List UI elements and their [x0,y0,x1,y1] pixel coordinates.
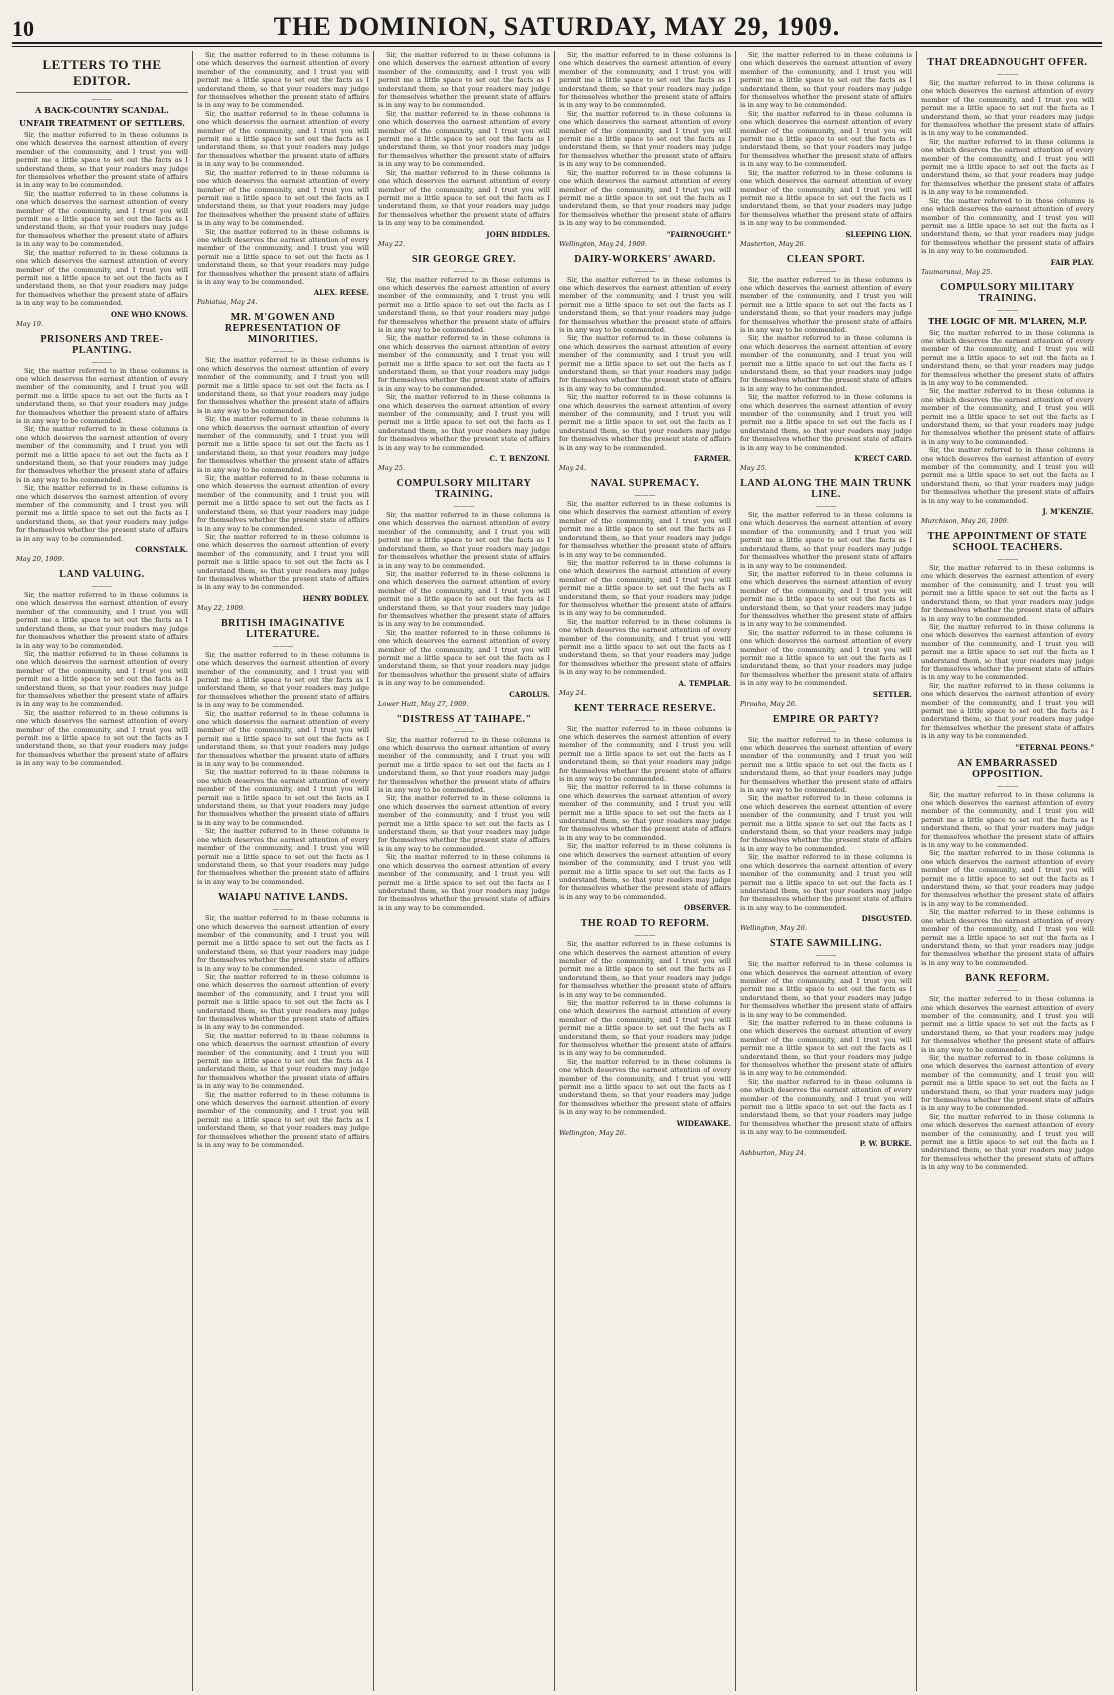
letter-body: Sir, the matter referred to in these columns is one which deserves the earnest attention of every member of the community, and I trust you will permit me a little space to set out the facts as I understand them, so that your readers may judge for themselves whether the present state of affairs is in any way to be commended. [16,425,188,484]
letter-signature: WIDEAWAKE. [676,1118,731,1128]
letter-signature: A. TEMPLAR. [678,678,731,688]
letter-body: Sir, the matter referred to in these columns is one which deserves the earnest attention of every member of the community, and I trust you will permit me a little space to set out the facts as I understand them, so that your readers may judge for themselves whether the present state of affairs is in any way to be commended. [559,617,731,677]
letter-heading: NAVAL SUPREMACY. [590,478,700,490]
letter-body: Sir, the matter referred to in these columns is one which deserves the earnest attention of every member of the community, and I trust you will permit me a little space to set out the facts as I understand them, so that your readers may judge for themselves whether the present state of affairs is in any way to be commended. [16,484,188,543]
letter-body: Sir, the matter referred to in these columns is one which deserves the earnest attention of every member of the community, and I trust you will permit me a little space to set out the facts as I understand them, so that your readers may judge for themselves whether the present state of affairs is in any way to be commended. [378,51,550,110]
letter-heading: AN EMBARRASSED OPPOSITION. [957,757,1058,780]
letter-signature: OBSERVER. [684,903,731,913]
letter-signature: FARMER. [693,454,731,464]
letter-heading: PRISONERS AND TREE-PLANTING. [40,333,164,356]
letter-place-date: Wellington, May 24, 1909. [559,239,647,248]
letter-body: Sir, the matter referred to in these columns is one which deserves the earnest attention of every member of the community, and I trust you will permit me a little space to set out the facts as I understand them, so that your readers may judge for themselves whether the present state of affairs is in any way to be commended. [921,446,1094,505]
letter-signature: SLEEPING LION. [845,229,912,239]
letter-body: Sir, the matter referred to in these columns is one which deserves the earnest attention of every member of the community, and I trust you will permit me a little space to set out the facts as I understand them, so that your readers may judge for themselves whether the present state of affairs is in any way to be commended. [197,709,369,769]
letter-body: Sir, the matter referred to in these columns is one which deserves the earnest attention of every member of the community, and I trust you will permit me a little space to set out the facts as I understand them, so that your readers may judge for themselves whether the present state of affairs is in any way to be commended. [378,569,550,629]
column-5 [736,51,917,1691]
letter-body: Sir, the matter referred to in these columns is one which deserves the earnest attention of every member of the community, and I trust you will permit me a little space to set out the facts as I understand them, so that your readers may judge for themselves whether the present state of affairs is in any way to be commended. [559,51,731,110]
letter-body: Sir, the matter referred to in these columns is one which deserves the earnest attention of every member of the community, and I trust you will permit me a little space to set out the facts as I understand them, so that your readers may judge for themselves whether the present state of affairs is in any way to be commended. [197,415,369,474]
divider: ——— [453,726,475,735]
letter-signature: "ETERNAL PEONS." [1015,742,1094,752]
letter-body: Sir, the matter referred to in these columns is one which deserves the earnest attention of every member of the community, and I trust you will permit me a little space to set out the facts as I understand them, so that your readers may judge for themselves whether the present state of affairs is in any way to be commended. [378,735,550,795]
letter-body: Sir, the matter referred to in these columns is one which deserves the earnest attention of every member of the community, and I trust you will permit me a little space to set out the facts as I understand them, so that your readers may judge for themselves whether the present state of affairs is in any way to be commended. [197,532,369,592]
letter-body: Sir, the matter referred to in these columns is one which deserves the earnest attention of every member of the community, and I trust you will permit me a little space to set out the facts as I understand them, so that your readers may judge for themselves whether the present state of affairs is in any way to be commended. [740,794,912,853]
letter-body: Sir, the matter referred to in these columns is one which deserves the earnest attention of every member of the community, and I trust you will permit me a little space to set out the facts as I understand them, so that your readers may judge for themselves whether the present state of affairs is in any way to be commended. [197,768,369,827]
letter-body: Sir, the matter referred to in these columns is one which deserves the earnest attention of every member of the community, and I trust you will permit me a little space to set out the facts as I understand them, so that your readers may judge for themselves whether the present state of affairs is in any way to be commended. [740,735,912,795]
letter-body: Sir, the matter referred to in these columns is one which deserves the earnest attention of every member of the community, and I trust you will permit me a little space to set out the facts as I understand them, so that your readers may judge for themselves whether the present state of affairs is in any way to be commended. [740,853,912,912]
letter-body: Sir, the matter referred to in these columns is one which deserves the earnest attention of every member of the community, and I trust you will permit me a little space to set out the facts as I understand them, so that your readers may judge for themselves whether the present state of affairs is in any way to be commended. [197,168,369,228]
letter-body: Sir, the matter referred to in these columns is one which deserves the earnest attention of every member of the community, and I trust you will permit me a little space to set out the facts as I understand them, so that your readers may judge for themselves whether the present state of affairs is in any way to be commended. [740,393,912,452]
letter-body: Sir, the matter referred to in these columns is one which deserves the earnest attention of every member of the community, and I trust you will permit me a little space to set out the facts as I understand them, so that your readers may judge for themselves whether the present state of affairs is in any way to be commended. [921,79,1094,138]
divider: ——— [997,555,1018,564]
divider: ——— [634,266,656,275]
letter-subheading: THE LOGIC OF MR. M'LAREN, M.P. [928,315,1087,326]
letter-body: Sir, the matter referred to in these columns is one which deserves the earnest attention of every member of the community, and I trust you will permit me a little space to set out the facts as I understand them, so that your readers may judge for themselves whether the present state of affairs is in any way to be commended. [16,131,188,190]
letter-signature: JOHN BIDDLES. [486,229,550,239]
letter-signature: K'RECT CARD. [854,454,912,464]
column-6 [917,51,1098,1691]
letter-place-date: May 20, 1909. [16,555,64,564]
letter-body: Sir, the matter referred to in these columns is one which deserves the earnest attention of every member of the community, and I trust you will permit me a little space to set out the facts as I understand them, so that your readers may judge for themselves whether the present state of affairs is in any way to be commended. [559,558,731,618]
letter-body: Sir, the matter referred to in these columns is one which deserves the earnest attention of every member of the community, and I trust you will permit me a little space to set out the facts as I understand them, so that your readers may judge for themselves whether the present state of affairs is in any way to be commended. [197,1090,369,1150]
letter-signature: ALEX. REESE. [313,288,369,298]
letter-place-date: Wellington, May 26. [740,924,807,933]
letter-body: Sir, the matter referred to in these columns is one which deserves the earnest attention of every member of the community, and I trust you will permit me a little space to set out the facts as I understand them, so that your readers may judge for themselves whether the present state of affairs is in any way to be commended. [559,109,731,169]
letter-body: Sir, the matter referred to in these columns is one which deserves the earnest attention of every member of the community, and I trust you will permit me a little space to set out the facts as I understand them, so that your readers may judge for themselves whether the present state of affairs is in any way to be commended. [921,681,1094,741]
letter-place-date: May 24. [559,688,586,697]
letter-body: Sir, the matter referred to in these columns is one which deserves the earnest attention of every member of the community, and I trust you will permit me a little space to set out the facts as I understand them, so that your readers may judge for themselves whether the present state of affairs is in any way to be commended. [197,827,369,886]
letter-body: Sir, the matter referred to in these columns is one which deserves the earnest attention of every member of the community, and I trust you will permit me a little space to set out the facts as I understand them, so that your readers may judge for themselves whether the present state of affairs is in any way to be commended. [740,51,912,110]
letter-body: Sir, the matter referred to in these columns is one which deserves the earnest attention of every member of the community, and I trust you will permit me a little space to set out the facts as I understand them, so that your readers may judge for themselves whether the present state of affairs is in any way to be commended. [921,1112,1094,1172]
divider: ——— [997,986,1018,995]
letter-heading: CLEAN SPORT. [786,253,866,265]
letter-signature: FAIR PLAY. [1050,257,1094,267]
letter-body: Sir, the matter referred to in these columns is one which deserves the earnest attention of every member of the community, and I trust you will permit me a little space to set out the facts as I understand them, so that your readers may judge for themselves whether the present state of affairs is in any way to be commended. [559,724,731,784]
letter-body: Sir, the matter referred to in these columns is one which deserves the earnest attention of every member of the community, and I trust you will permit me a little space to set out the facts as I understand them, so that your readers may judge for themselves whether the present state of affairs is in any way to be commended. [921,849,1094,908]
divider: ——— [91,357,113,366]
letter-heading: BRITISH IMAGINATIVE LITERATURE. [220,617,346,640]
divider: ——— [272,347,294,356]
letter-heading: KENT TERRACE RESERVE. [574,702,716,714]
letter-place-date: May 24. [559,464,586,473]
letter-body: Sir, the matter referred to in these columns is one which deserves the earnest attention of every member of the community, and I trust you will permit me a little space to set out the facts as I understand them, so that your readers may judge for themselves whether the present state of affairs is in any way to be commended. [559,500,731,559]
letter-subheading: UNFAIR TREATMENT OF SETTLERS. [19,118,185,128]
letter-place-date: Pahiatua, May 24. [197,298,258,307]
letter-body: Sir, the matter referred to in these columns is one which deserves the earnest attention of every member of the community, and I trust you will permit me a little space to set out the facts as I understand them, so that your readers may judge for themselves whether the present state of affairs is in any way to be commended. [740,334,912,393]
letter-heading: SIR GEORGE GREY. [411,253,517,265]
letter-body: Sir, the matter referred to in these columns is one which deserves the earnest attention of every member of the community, and I trust you will permit me a little space to set out the facts as I understand them, so that your readers may judge for themselves whether the present state of affairs is in any way to be commended. [378,393,550,452]
letter-body: Sir, the matter referred to in these columns is one which deserves the earnest attention of every member of the community, and I trust you will permit me a little space to set out the facts as I understand them, so that your readers may judge for themselves whether the present state of affairs is in any way to be commended. [378,109,550,169]
letter-body: Sir, the matter referred to in these columns is one which deserves the earnest attention of every member of the community, and I trust you will permit me a little space to set out the facts as I understand them, so that your readers may judge for themselves whether the present state of affairs is in any way to be commended. [740,628,912,688]
letter-signature: "FAIRNOUGHT." [666,229,731,239]
letter-body: Sir, the matter referred to in these columns is one which deserves the earnest attention of every member of the community, and I trust you will permit me a little space to set out the facts as I understand them, so that your readers may judge for themselves whether the present state of affairs is in any way to be commended. [197,227,369,286]
letter-place-date: Wellington, May 26. [559,1128,626,1137]
letter-signature: P. W. BURKE. [859,1138,912,1148]
letter-body: Sir, the matter referred to in these columns is one which deserves the earnest attention of every member of the community, and I trust you will permit me a little space to set out the facts as I understand them, so that your readers may judge for themselves whether the present state of affairs is in any way to be commended. [921,790,1094,850]
letter-body: Sir, the matter referred to in these columns is one which deserves the earnest attention of every member of the community, and I trust you will permit me a little space to set out the facts as I understand them, so that your readers may judge for themselves whether the present state of affairs is in any way to be commended. [197,474,369,533]
letter-place-date: May 25. [378,464,405,473]
letter-body: Sir, the matter referred to in these columns is one which deserves the earnest attention of every member of the community, and I trust you will permit me a little space to set out the facts as I understand them, so that your readers may judge for themselves whether the present state of affairs is in any way to be commended. [921,1053,1094,1113]
letter-body: Sir, the matter referred to in these columns is one which deserves the earnest attention of every member of the community, and I trust you will permit me a little space to set out the facts as I understand them, so that your readers may judge for themselves whether the present state of affairs is in any way to be commended. [378,334,550,393]
divider: ——— [91,95,113,103]
letter-heading: DAIRY-WORKERS' AWARD. [574,253,716,265]
letter-body: Sir, the matter referred to in these columns is one which deserves the earnest attention of every member of the community, and I trust you will permit me a little space to set out the facts as I understand them, so that your readers may judge for themselves whether the present state of affairs is in any way to be commended. [378,275,550,334]
letter-body: Sir, the matter referred to in these columns is one which deserves the earnest attention of every member of the community, and I trust you will permit me a little space to set out the facts as I understand them, so that your readers may judge for themselves whether the present state of affairs is in any way to be commended. [740,168,912,228]
letter-body: Sir, the matter referred to in these columns is one which deserves the earnest attention of every member of the community, and I trust you will permit me a little space to set out the facts as I understand them, so that your readers may judge for themselves whether the present state of affairs is in any way to be commended. [559,168,731,228]
letter-body: Sir, the matter referred to in these columns is one which deserves the earnest attention of every member of the community, and I trust you will permit me a little space to set out the facts as I understand them, so that your readers may judge for themselves whether the present state of affairs is in any way to be commended. [921,137,1094,197]
letter-body: Sir, the matter referred to in these columns is one which deserves the earnest attention of every member of the community, and I trust you will permit me a little space to set out the facts as I understand them, so that your readers may judge for themselves whether the present state of affairs is in any way to be commended. [921,995,1094,1054]
columns [12,51,1102,1691]
letter-body: Sir, the matter referred to in these columns is one which deserves the earnest attention of every member of the community, and I trust you will permit me a little space to set out the facts as I understand them, so that your readers may judge for themselves whether the present state of affairs is in any way to be commended. [16,649,188,709]
letter-body: Sir, the matter referred to in these columns is one which deserves the earnest attention of every member of the community, and I trust you will permit me a little space to set out the facts as I understand them, so that your readers may judge for themselves whether the present state of affairs is in any way to be commended. [378,628,550,688]
page-number: 10 [12,16,34,41]
letter-heading: STATE SAWMILLING. [769,938,883,950]
letter-body: Sir, the matter referred to in these columns is one which deserves the earnest attention of every member of the community, and I trust you will permit me a little space to set out the facts as I understand them, so that your readers may judge for themselves whether the present state of affairs is in any way to be commended. [16,708,188,768]
letter-body: Sir, the matter referred to in these columns is one which deserves the earnest attention of every member of the community, and I trust you will permit me a little space to set out the facts as I understand them, so that your readers may judge for themselves whether the present state of affairs is in any way to be commended. [197,356,369,415]
letter-body: Sir, the matter referred to in these columns is one which deserves the earnest attention of every member of the community, and I trust you will permit me a little space to set out the facts as I understand them, so that your readers may judge for themselves whether the present state of affairs is in any way to be commended. [197,972,369,1032]
letter-heading: COMPULSORY MILITARY TRAINING. [396,478,532,501]
letter-signature: CAROLUS. [509,689,550,699]
divider: ——— [634,491,656,500]
letter-heading: MR. M'GOWEN AND REPRESENTATION OF MINORITIES. [224,312,342,346]
letter-heading: COMPULSORY MILITARY TRAINING. [940,281,1075,304]
letter-body: Sir, the matter referred to in these columns is one which deserves the earnest attention of every member of the community, and I trust you will permit me a little space to set out the facts as I understand them, so that your readers may judge for themselves whether the present state of affairs is in any way to be commended. [740,960,912,1019]
letter-body: Sir, the matter referred to in these columns is one which deserves the earnest attention of every member of the community, and I trust you will permit me a little space to set out the facts as I understand them, so that your readers may judge for themselves whether the present state of affairs is in any way to be commended. [378,168,550,228]
letter-body: Sir, the matter referred to in these columns is one which deserves the earnest attention of every member of the community, and I trust you will permit me a little space to set out the facts as I understand them, so that your readers may judge for themselves whether the present state of affairs is in any way to be commended. [921,908,1094,967]
divider: ——— [634,931,656,940]
letter-body: Sir, the matter referred to in these columns is one which deserves the earnest attention of every member of the community, and I trust you will permit me a little space to set out the facts as I understand them, so that your readers may judge for themselves whether the present state of affairs is in any way to be commended. [559,1057,731,1117]
letter-body: Sir, the matter referred to in these columns is one which deserves the earnest attention of every member of the community, and I trust you will permit me a little space to set out the facts as I understand them, so that your readers may judge for themselves whether the present state of affairs is in any way to be commended. [559,334,731,393]
letter-place-date: May 22. [378,239,405,248]
letter-body: Sir, the matter referred to in these columns is one which deserves the earnest attention of every member of the community, and I trust you will permit me a little space to set out the facts as I understand them, so that your readers may judge for themselves whether the present state of affairs is in any way to be commended. [197,914,369,973]
letter-heading: LAND VALUING. [59,569,145,581]
letter-place-date: Piroaho, May 26. [740,699,797,708]
divider: ——— [453,266,475,275]
divider: ——— [997,781,1018,790]
letter-signature: CORNSTALK. [135,545,188,555]
divider: ——— [272,905,294,914]
letter-place-date: Lower Hutt, May 27, 1909. [378,699,469,708]
letter-heading: WAIAPU NATIVE LANDS. [217,892,349,904]
letter-signature: J. M'KENZIE. [1042,507,1094,517]
letter-place-date: May 25. [740,464,767,473]
letter-body: Sir, the matter referred to in these columns is one which deserves the earnest attention of every member of the community, and I trust you will permit me a little space to set out the facts as I understand them, so that your readers may judge for themselves whether the present state of affairs is in any way to be commended. [16,189,188,249]
divider: ——— [997,70,1018,78]
divider: ——— [997,305,1018,314]
letter-signature: HENRY BODLEY. [302,593,369,603]
column-1 [12,51,193,1691]
letter-place-date: May 22, 1909. [197,603,245,612]
letter-body: Sir, the matter referred to in these columns is one which deserves the earnest attention of every member of the community, and I trust you will permit me a little space to set out the facts as I understand them, so that your readers may judge for themselves whether the present state of affairs is in any way to be commended. [16,248,188,308]
divider: ——— [815,266,837,275]
letter-subheading: A BACK-COUNTRY SCANDAL. [35,105,169,115]
letter-place-date: May 19. [16,319,43,328]
letter-body: Sir, the matter referred to in these columns is one which deserves the earnest attention of every member of the community, and I trust you will permit me a little space to set out the facts as I understand them, so that your readers may judge for themselves whether the present state of affairs is in any way to be commended. [559,275,731,334]
divider: ——— [453,502,475,511]
letter-signature: C. T. BENZONI. [489,454,550,464]
letter-body: Sir, the matter referred to in these columns is one which deserves the earnest attention of every member of the community, and I trust you will permit me a little space to set out the facts as I understand them, so that your readers may judge for themselves whether the present state of affairs is in any way to be commended. [197,51,369,110]
letter-body: Sir, the matter referred to in these columns is one which deserves the earnest attention of every member of the community, and I trust you will permit me a little space to set out the facts as I understand them, so that your readers may judge for themselves whether the present state of affairs is in any way to be commended. [740,275,912,334]
letter-body: Sir, the matter referred to in these columns is one which deserves the earnest attention of every member of the community, and I trust you will permit me a little space to set out the facts as I understand them, so that your readers may judge for themselves whether the present state of affairs is in any way to be commended. [740,109,912,169]
letter-heading: BANK REFORM. [965,973,1050,985]
divider: ——— [91,582,113,591]
letter-body: Sir, the matter referred to in these columns is one which deserves the earnest attention of every member of the community, and I trust you will permit me a little space to set out the facts as I understand them, so that your readers may judge for themselves whether the present state of affairs is in any way to be commended. [921,196,1094,256]
letter-heading: THE ROAD TO REFORM. [580,918,710,930]
letter-body: Sir, the matter referred to in these columns is one which deserves the earnest attention of every member of the community, and I trust you will permit me a little space to set out the facts as I understand them, so that your readers may judge for themselves whether the present state of affairs is in any way to be commended. [559,940,731,999]
divider: ——— [815,502,837,511]
letter-body: Sir, the matter referred to in these columns is one which deserves the earnest attention of every member of the community, and I trust you will permit me a little space to set out the facts as I understand them, so that your readers may judge for themselves whether the present state of affairs is in any way to be commended. [16,591,188,650]
letter-body: Sir, the matter referred to in these columns is one which deserves the earnest attention of every member of the community, and I trust you will permit me a little space to set out the facts as I understand them, so that your readers may judge for themselves whether the present state of affairs is in any way to be commended. [559,393,731,452]
letter-body: Sir, the matter referred to in these columns is one which deserves the earnest attention of every member of the community, and I trust you will permit me a little space to set out the facts as I understand them, so that your readers may judge for themselves whether the present state of affairs is in any way to be commended. [559,842,731,901]
letter-heading: EMPIRE OR PARTY? [772,713,880,725]
letter-body: Sir, the matter referred to in these columns is one which deserves the earnest attention of every member of the community, and I trust you will permit me a little space to set out the facts as I understand them, so that your readers may judge for themselves whether the present state of affairs is in any way to be commended. [921,328,1094,387]
letter-body: Sir, the matter referred to in these columns is one which deserves the earnest attention of every member of the community, and I trust you will permit me a little space to set out the facts as I understand them, so that your readers may judge for themselves whether the present state of affairs is in any way to be commended. [197,650,369,710]
letter-body: Sir, the matter referred to in these columns is one which deserves the earnest attention of every member of the community, and I trust you will permit me a little space to set out the facts as I understand them, so that your readers may judge for themselves whether the present state of affairs is in any way to be commended. [740,1018,912,1078]
letter-body: Sir, the matter referred to in these columns is one which deserves the earnest attention of every member of the community, and I trust you will permit me a little space to set out the facts as I understand them, so that your readers may judge for themselves whether the present state of affairs is in any way to be commended. [197,109,369,169]
letter-body: Sir, the matter referred to in these columns is one which deserves the earnest attention of every member of the community, and I trust you will permit me a little space to set out the facts as I understand them, so that your readers may judge for themselves whether the present state of affairs is in any way to be commended. [378,794,550,853]
letter-body: Sir, the matter referred to in these columns is one which deserves the earnest attention of every member of the community, and I trust you will permit me a little space to set out the facts as I understand them, so that your readers may judge for themselves whether the present state of affairs is in any way to be commended. [921,622,1094,682]
divider: ——— [815,951,837,960]
masthead [12,10,1102,44]
letter-body: Sir, the matter referred to in these columns is one which deserves the earnest attention of every member of the community, and I trust you will permit me a little space to set out the facts as I understand them, so that your readers may judge for themselves whether the present state of affairs is in any way to be commended. [740,511,912,570]
letter-signature: ONE WHO KNOWS. [111,309,188,319]
letter-body: Sir, the matter referred to in these columns is one which deserves the earnest attention of every member of the community, and I trust you will permit me a little space to set out the facts as I understand them, so that your readers may judge for themselves whether the present state of affairs is in any way to be commended. [559,783,731,842]
page-title: THE DOMINION, SATURDAY, MAY 29, 1909. [273,12,841,41]
letter-signature: DISGUSTED. [861,914,912,924]
letter-body: Sir, the matter referred to in these columns is one which deserves the earnest attention of every member of the community, and I trust you will permit me a little space to set out the facts as I understand them, so that your readers may judge for themselves whether the present state of affairs is in any way to be commended. [378,853,550,912]
letter-place-date: Masterton, May 26. [740,239,806,248]
letter-heading: THE APPOINTMENT OF STATE SCHOOL TEACHERS. [927,531,1088,554]
divider: ——— [272,641,294,650]
letter-body: Sir, the matter referred to in these columns is one which deserves the earnest attention of every member of the community, and I trust you will permit me a little space to set out the facts as I understand them, so that your readers may judge for themselves whether the present state of affairs is in any way to be commended. [16,366,188,425]
divider: ——— [634,715,656,724]
letter-place-date: Taumarunui, May 25. [921,267,993,276]
letter-body: Sir, the matter referred to in these columns is one which deserves the earnest attention of every member of the community, and I trust you will permit me a little space to set out the facts as I understand them, so that your readers may judge for themselves whether the present state of affairs is in any way to be commended. [740,1077,912,1137]
letter-body: Sir, the matter referred to in these columns is one which deserves the earnest attention of every member of the community, and I trust you will permit me a little space to set out the facts as I understand them, so that your readers may judge for themselves whether the present state of affairs is in any way to be commended. [740,569,912,629]
letter-heading: "DISTRESS AT TAIHAPE." [396,713,532,725]
letter-heading: THAT DREADNOUGHT OFFER. [927,57,1088,68]
divider: ——— [815,726,837,735]
letter-body: Sir, the matter referred to in these columns is one which deserves the earnest attention of every member of the community, and I trust you will permit me a little space to set out the facts as I understand them, so that your readers may judge for themselves whether the present state of affairs is in any way to be commended. [921,387,1094,446]
letter-place-date: Ashburton, May 24. [740,1148,807,1157]
column-3 [374,51,555,1691]
letter-heading: LAND ALONG THE MAIN TRUNK LINE. [740,478,912,501]
letter-body: Sir, the matter referred to in these columns is one which deserves the earnest attention of every member of the community, and I trust you will permit me a little space to set out the facts as I understand them, so that your readers may judge for themselves whether the present state of affairs is in any way to be commended. [921,564,1094,623]
letter-signature: SETTLER. [872,689,912,699]
letter-heading: LETTERS TO THE EDITOR. [16,57,188,93]
letter-place-date: Murchison, May 26, 1909. [921,517,1009,526]
column-2 [193,51,374,1691]
column-4 [555,51,736,1691]
letter-body: Sir, the matter referred to in these columns is one which deserves the earnest attention of every member of the community, and I trust you will permit me a little space to set out the facts as I understand them, so that your readers may judge for themselves whether the present state of affairs is in any way to be commended. [559,998,731,1058]
letter-body: Sir, the matter referred to in these columns is one which deserves the earnest attention of every member of the community, and I trust you will permit me a little space to set out the facts as I understand them, so that your readers may judge for themselves whether the present state of affairs is in any way to be commended. [197,1031,369,1091]
letter-body: Sir, the matter referred to in these columns is one which deserves the earnest attention of every member of the community, and I trust you will permit me a little space to set out the facts as I understand them, so that your readers may judge for themselves whether the present state of affairs is in any way to be commended. [378,511,550,570]
